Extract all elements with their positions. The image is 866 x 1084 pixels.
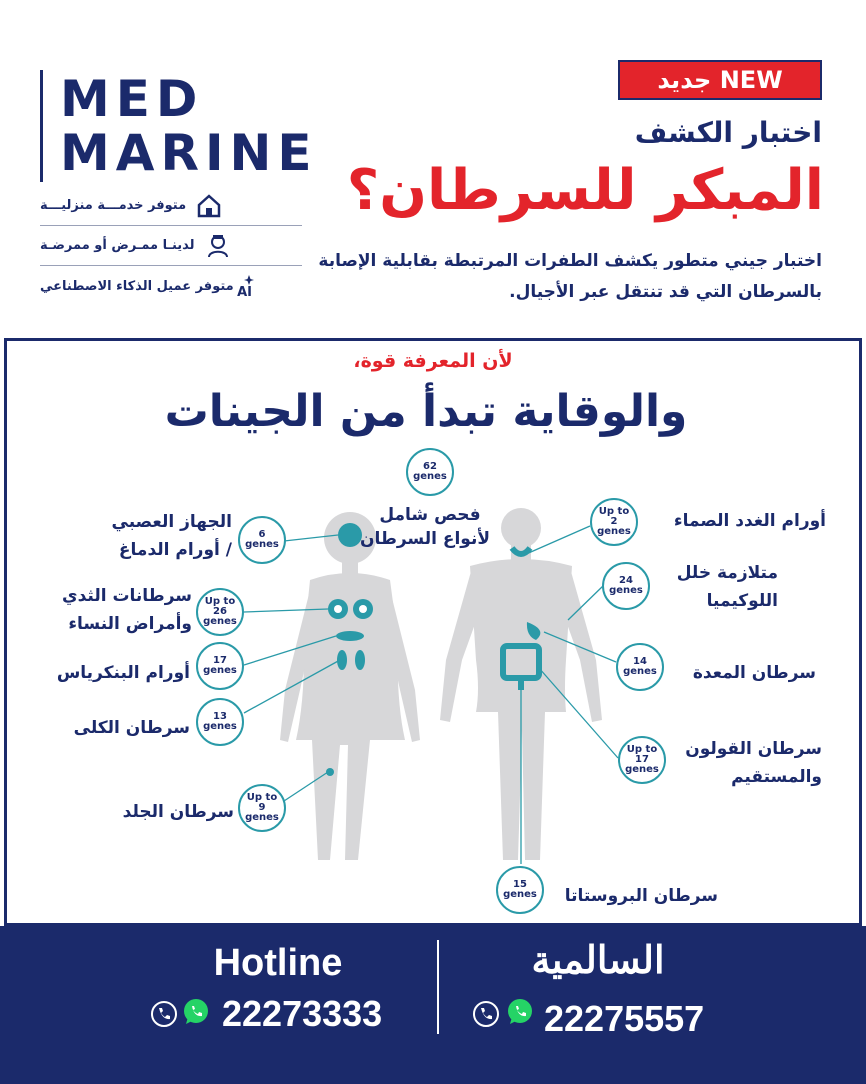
branch-number[interactable]: 22275557 bbox=[544, 998, 705, 1039]
phone-icon[interactable] bbox=[472, 1000, 500, 1028]
gene-count-badge bbox=[602, 562, 650, 610]
condition-label: سرطان المعدة bbox=[692, 663, 816, 683]
badge-prefix: Up to bbox=[204, 596, 236, 607]
hotline-title: Hotline bbox=[213, 942, 343, 984]
service-ai-label: متوفر عميل الذكاء الاصطناعي bbox=[40, 278, 234, 294]
badge-number: 2 bbox=[610, 516, 618, 527]
logo-line-1: MED bbox=[60, 70, 204, 128]
branch-title: السالمية bbox=[531, 940, 665, 982]
condition-label-line-2: / أورام الدماغ bbox=[118, 540, 232, 560]
gene-count-badge bbox=[238, 516, 286, 564]
kidney-organ-right bbox=[355, 650, 365, 670]
badge-number: 13 bbox=[213, 711, 227, 722]
condition-label bbox=[677, 559, 778, 615]
condition-label-line-1: سرطانات الثدي bbox=[61, 586, 192, 606]
badge-number: 9 bbox=[258, 802, 266, 813]
gene-count-badge bbox=[238, 784, 286, 832]
condition-label bbox=[685, 735, 822, 791]
whatsapp-icon[interactable] bbox=[182, 998, 210, 1026]
gene-count-badge bbox=[406, 448, 454, 496]
phone-icon[interactable] bbox=[150, 1000, 178, 1028]
badge-unit: genes bbox=[413, 471, 447, 482]
badge-number: 17 bbox=[213, 655, 227, 666]
condition-label-line-2: اللوكيميا bbox=[706, 591, 778, 611]
gene-count-badge bbox=[496, 866, 544, 914]
badge-number: 62 bbox=[423, 461, 437, 472]
condition-label: سرطان الجلد bbox=[122, 802, 234, 822]
badge-number: 6 bbox=[258, 529, 266, 540]
panel-subtitle: لأن المعرفة قوة، bbox=[353, 350, 513, 372]
badge-unit: genes bbox=[503, 889, 537, 900]
panel-title: والوقاية تبدأ من الجينات bbox=[164, 386, 688, 437]
badge-unit: genes bbox=[203, 616, 237, 627]
badge-prefix: Up to bbox=[626, 744, 658, 755]
badge-unit: genes bbox=[597, 526, 631, 537]
gene-count-badge bbox=[196, 698, 244, 746]
badge-unit: genes bbox=[245, 812, 279, 823]
contact-footer bbox=[0, 926, 866, 1084]
condition-label-line-1: الجهاز العصبي bbox=[111, 512, 232, 532]
svg-text:AI: AI bbox=[236, 285, 252, 300]
center-label bbox=[359, 503, 490, 551]
logo-line-2: MARINE bbox=[60, 124, 318, 182]
gene-count-badge bbox=[196, 642, 244, 690]
new-badge: جديد NEW bbox=[618, 60, 822, 100]
whatsapp-icon[interactable] bbox=[506, 998, 534, 1026]
condition-label: سرطان البروستاتا bbox=[564, 886, 718, 906]
pancreas-organ bbox=[336, 631, 364, 641]
condition-label bbox=[62, 582, 192, 638]
kidney-organ-left bbox=[337, 650, 347, 670]
brain-organ bbox=[338, 523, 362, 547]
badge-prefix: Up to bbox=[246, 792, 278, 803]
condition-label-line-1: سرطان القولون bbox=[685, 739, 822, 759]
condition-label: أورام الغدد الصماء bbox=[673, 511, 826, 531]
badge-prefix: Up to bbox=[598, 506, 630, 517]
center-label-line-2: لأنواع السرطان bbox=[359, 529, 490, 549]
badge-number: 14 bbox=[633, 656, 647, 667]
badge-number: 17 bbox=[635, 754, 649, 765]
condition-label-line-2: والمستقيم bbox=[731, 767, 822, 787]
badge-unit: genes bbox=[245, 539, 279, 550]
female-silhouette bbox=[280, 512, 420, 860]
badge-unit: genes bbox=[623, 666, 657, 677]
condition-label: سرطان الكلى bbox=[73, 718, 190, 738]
description: اختبار جيني متطور يكشف الطفرات المرتبطة بقابلية الإصابة بالسرطان التي قد تنتقل عبر الأجيال. bbox=[318, 251, 822, 302]
footer-divider bbox=[437, 940, 439, 1034]
gene-count-badge bbox=[590, 498, 638, 546]
condition-label-line-2: وأمراض النساء bbox=[68, 614, 192, 634]
service-nurse-label: لدينـا ممـرض أو ممرضـة bbox=[40, 238, 195, 253]
center-label-line-1: فحص شامل bbox=[379, 505, 481, 525]
badge-unit: genes bbox=[203, 721, 237, 732]
badge-number: 26 bbox=[213, 606, 227, 617]
badge-number: 24 bbox=[619, 575, 633, 586]
condition-label: أورام البنكرياس bbox=[56, 663, 190, 683]
headline-line-1: اختبار الكشف bbox=[634, 116, 822, 149]
headline-line-2: المبكر للسرطان؟ bbox=[346, 158, 824, 223]
condition-label-line-1: متلازمة خلل bbox=[676, 563, 778, 583]
condition-label bbox=[112, 508, 232, 564]
badge-unit: genes bbox=[609, 585, 643, 596]
gene-count-badge bbox=[616, 643, 664, 691]
badge-unit: genes bbox=[625, 764, 659, 775]
gene-count-badge bbox=[196, 588, 244, 636]
badge-number: 15 bbox=[513, 879, 527, 890]
service-home-label: متوفر خدمـــة منزليـــة bbox=[40, 198, 187, 213]
hotline-number[interactable]: 22273333 bbox=[222, 993, 383, 1034]
badge-unit: genes bbox=[203, 665, 237, 676]
gene-count-badge bbox=[618, 736, 666, 784]
